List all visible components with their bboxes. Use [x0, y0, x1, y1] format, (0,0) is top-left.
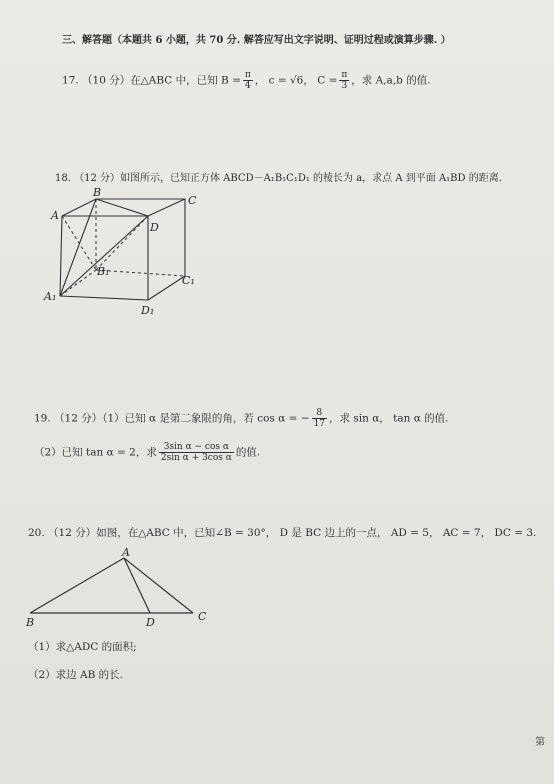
question-20-part2: （2）求边 AB 的长. — [28, 669, 123, 681]
page-footer: 第 — [535, 737, 545, 748]
triangle-label-B: B — [26, 616, 35, 629]
section-header: 三、解答题（本题共 6 小题，共 70 分. 解答应写出文字说明、证明过程或演算步骤. ） — [62, 35, 451, 46]
q19-line2-prefix: （2）已知 tan α = 2，求 — [34, 446, 157, 459]
q17-suffix: ，求 A,a,b 的值. — [351, 74, 431, 87]
q17-mid: ， c = √6， C = — [254, 74, 338, 87]
q17-prefix: 17. （10 分）在△ABC 中，已知 B = — [62, 74, 241, 87]
cube-label-C1: C₁ — [182, 274, 195, 287]
triangle-label-D: D — [146, 616, 155, 629]
q17-fraction-b: $\frac{\pi}{4}$ — [244, 70, 251, 91]
q19-expression-fraction: $\frac{\text{3sin α − cos α}}{\text{2sin α + 3cos α}}$ — [160, 442, 232, 463]
cube-label-A: A — [51, 209, 59, 222]
question-18: 18. （12 分）如图所示，已知正方体 ABCD－A₁B₁C₁D₁ 的棱长为 a，求点 A 到平面 A₁BD 的距离. — [55, 173, 502, 184]
cube-label-B: B — [93, 186, 102, 199]
q19-line1-suffix: ，求 sin α， tan α 的值. — [329, 412, 449, 425]
q19-line1-prefix: 19. （12 分）（1）已知 α 是第二象限的角，若 cos α = − — [34, 412, 310, 425]
cube-label-D: D — [150, 221, 159, 234]
triangle-label-A: A — [122, 546, 130, 559]
question-20: 20. （12 分）如图，在△ABC 中，已知∠B = 30°， D 是 BC 边上的一点， AD = 5， AC = 7， DC = 3. — [28, 527, 537, 539]
q19-line2-suffix: 的值. — [235, 446, 261, 459]
q17-fraction-c: $\frac{\pi}{3}$ — [341, 70, 348, 91]
triangle-label-C: C — [198, 610, 207, 623]
q19-cos-fraction: $\frac{8}{17}$ — [313, 408, 326, 429]
cube-label-A1: A₁ — [44, 290, 57, 303]
question-20-part1: （1）求△ADC 的面积; — [28, 641, 137, 653]
cube-label-C: C — [188, 194, 197, 207]
cube-label-B1: B₁ — [97, 265, 110, 278]
cube-label-D1: D₁ — [141, 304, 155, 317]
